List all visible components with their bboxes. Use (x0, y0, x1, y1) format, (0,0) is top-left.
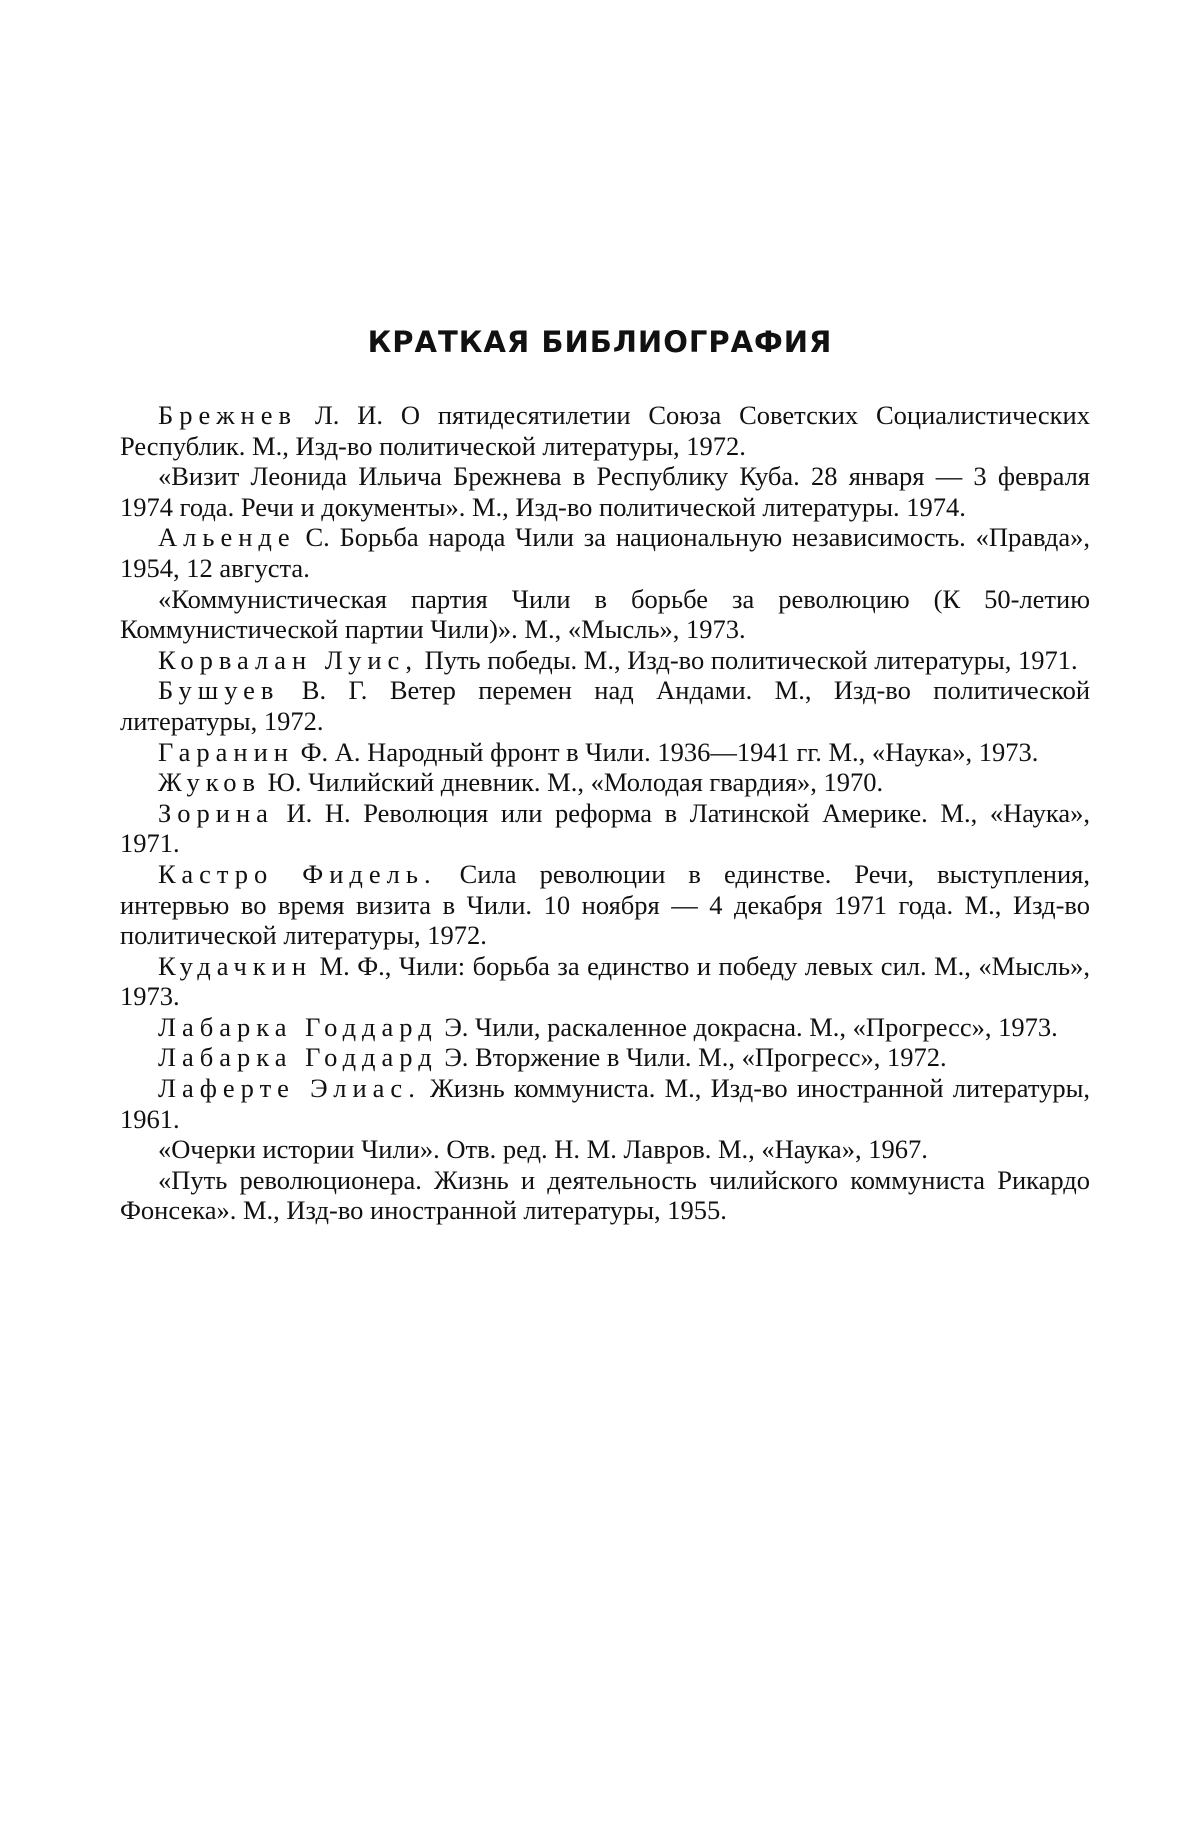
bibliography-entry (120, 584, 1090, 645)
entry-author: Зорина (158, 797, 274, 828)
bibliography-entry (120, 737, 1090, 768)
bibliography-entry (120, 1012, 1090, 1043)
page-title: КРАТКАЯ БИБЛИОГРАФИЯ (367, 325, 833, 359)
bibliography-entry (120, 645, 1090, 676)
entry-text: В. Г. Ветер перемен над Андами. М., Изд-во политической литературы, 1972. (120, 675, 1090, 736)
entry-text: С. Борьба народа Чили за национальную независимость. «Правда», 1954, 12 августа. (120, 522, 1090, 583)
entry-text: Жизнь коммуниста. М., Изд-во иностранной литературы, 1961. (120, 1073, 1090, 1134)
bibliography-entry (120, 400, 1090, 461)
bibliography-entry (120, 1165, 1090, 1226)
entry-text: Л. И. О пятидесятилетии Союза Советских Социалистических Республик. М., Изд-во политической литературы, 1972. (120, 400, 1090, 461)
bibliography-entry (120, 798, 1090, 859)
entry-author: Лабарка Годдард (158, 1042, 438, 1073)
entry-author: Кудачкин (158, 950, 313, 981)
entry-author: Бушуев (158, 675, 280, 706)
bibliography-entry (120, 1134, 1090, 1165)
entry-text: «Путь революционера. Жизнь и деятельность чилийского коммуниста Рикардо Фонсека». М., Изд-во иностранной литературы, 1955. (120, 1164, 1090, 1226)
bibliography-entry (120, 675, 1090, 736)
entry-text: Путь победы. М., Изд-во политической литературы, 1971. (417, 644, 1078, 675)
bibliography-entry (120, 522, 1090, 583)
entry-author: Кастро Фидель. (158, 858, 437, 889)
entry-text: «Визит Леонида Ильича Брежнева в Республику Куба. 28 января — 3 февраля 1974 года. Речи и документы». М., Изд-во политической литературы. 1974. (120, 461, 1090, 522)
entry-author: Лаферте Элиас. (158, 1073, 421, 1104)
entry-text: М. Ф., Чили: борьба за единство и победу левых сил. М., «Мысль», 1973. (120, 950, 1090, 1012)
entry-text: Ф. А. Народный фронт в Чили. 1936—1941 гг. М., «Наука», 1973. (293, 736, 1039, 767)
entry-text: Сила революции в единстве. Речи, выступления, интервью во время визита в Чили. 10 ноября — 4 декабря 1971 года. М., Изд-во политической литературы, 1972. (120, 858, 1090, 951)
bibliography-entry (120, 461, 1090, 522)
entry-author: Брежнев (158, 400, 297, 430)
entry-text: И. Н. Революция или реформа в Латинской Америке. М., «Наука», 1971. (120, 797, 1090, 859)
entry-text: Э. Вторжение в Чили. М., «Прогресс», 1972. (437, 1042, 947, 1073)
bibliography-entry (120, 767, 1090, 798)
entry-author: Гаранин (158, 736, 294, 767)
bibliography-entry (120, 951, 1090, 1012)
bibliography-entry (120, 1073, 1090, 1134)
entry-text: Э. Чили, раскаленное докрасна. М., «Прогресс», 1973. (437, 1011, 1058, 1042)
bibliography-list (120, 400, 1090, 1226)
entry-author: Корвалан Луис, (158, 644, 418, 675)
entry-text: «Очерки истории Чили». Отв. ред. Н. М. Лавров. М., «Наука», 1967. (158, 1134, 928, 1165)
entry-author: Жуков (158, 767, 261, 798)
entry-author: Лабарка Годдард (158, 1011, 438, 1042)
entry-text: Ю. Чилийский дневник. М., «Молодая гвардия», 1970. (261, 767, 884, 798)
entry-text: «Коммунистическая партия Чили в борьбе за революцию (К 50-летию Коммунистической партии Чили)». М., «Мысль», 1973. (120, 583, 1090, 645)
entry-author: Альенде (158, 522, 296, 553)
bibliography-entry (120, 859, 1090, 951)
bibliography-entry (120, 1042, 1090, 1073)
